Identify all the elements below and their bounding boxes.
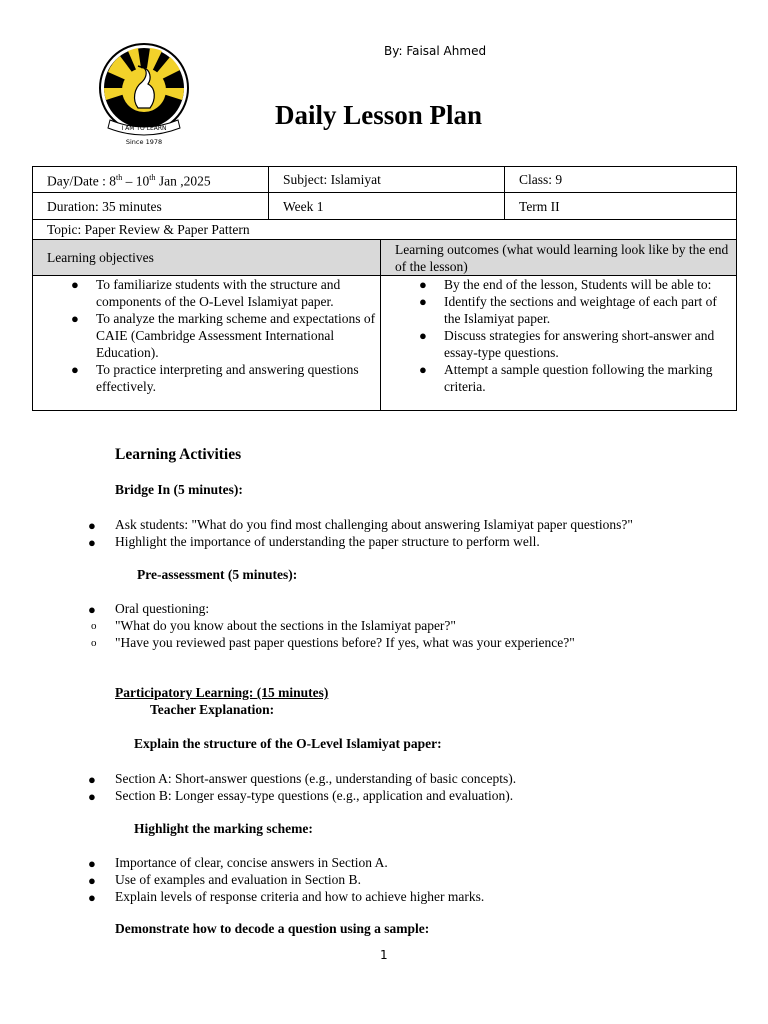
list-item: ● Use of examples and evaluation in Section B. <box>88 871 748 888</box>
list-item: ● Explain levels of response criteria and how to achieve higher marks. <box>88 888 748 905</box>
outcome-item: ● Identify the sections and weightage of each part of the Islamiyat paper. <box>381 293 736 327</box>
week-cell: Week 1 <box>269 193 505 220</box>
outcome-item: ● By the end of the lesson, Students will be able to: <box>381 276 736 293</box>
list-item: ● Section B: Longer essay-type questions (e.g., application and evaluation). <box>88 787 748 804</box>
author-line: By: Faisal Ahmed <box>384 44 487 58</box>
logo-since: Since 1978 <box>125 138 163 146</box>
list-item: ● Ask students: "What do you find most challenging about answering Islamiyat paper questions?" <box>88 516 748 533</box>
list-item: ● Highlight the importance of understanding the paper structure to perform well. <box>88 533 748 550</box>
duration-cell: Duration: 35 minutes <box>33 193 269 220</box>
outcomes-list-cell <box>381 276 737 411</box>
objective-item: ● To analyze the marking scheme and expectations of CAIE (Cambridge Assessment International Education). <box>33 310 380 361</box>
participatory-heading: Participatory Learning: (15 minutes) <box>115 685 329 700</box>
class-cell: Class: 9 <box>505 167 737 193</box>
objectives-list <box>33 276 380 395</box>
outcomes-list <box>381 276 736 395</box>
bridge-in-list <box>88 516 748 550</box>
teacher-explanation-heading: Teacher Explanation: <box>150 702 275 717</box>
list-item: o "What do you know about the sections in the Islamiyat paper?" <box>88 617 748 634</box>
subject-cell: Subject: Islamiyat <box>269 167 505 193</box>
pre-assessment-list <box>88 600 748 651</box>
list-item: ● Importance of clear, concise answers in Section A. <box>88 854 748 871</box>
learning-activities-heading: Learning Activities <box>115 446 242 463</box>
day-date-cell: Day/Date : 8th – 10th Jan ,2025 <box>33 167 269 193</box>
list-item: ● Oral questioning: <box>88 600 748 617</box>
lesson-plan-table <box>32 166 737 411</box>
structure-heading: Explain the structure of the O-Level Islamiyat paper: <box>134 736 442 751</box>
demonstrate-heading: Demonstrate how to decode a question using a sample: <box>115 921 430 936</box>
structure-list <box>88 770 748 804</box>
pre-assessment-heading: Pre-assessment (5 minutes): <box>137 567 298 582</box>
term-cell: Term II <box>505 193 737 220</box>
marking-scheme-list <box>88 854 748 905</box>
marking-scheme-heading: Highlight the marking scheme: <box>134 821 313 836</box>
bridge-in-heading: Bridge In (5 minutes): <box>115 482 243 497</box>
list-item: ● Section A: Short-answer questions (e.g., understanding of basic concepts). <box>88 770 748 787</box>
outcome-item: ● Attempt a sample question following the marking criteria. <box>381 361 736 395</box>
objective-item: ● To practice interpreting and answering questions effectively. <box>33 361 380 395</box>
page-title: Daily Lesson Plan <box>275 100 483 130</box>
school-logo <box>98 42 194 148</box>
page-number: 1 <box>380 948 388 962</box>
objectives-list-cell <box>33 276 381 411</box>
outcomes-header: Learning outcomes (what would learning look like by the end of the lesson) <box>381 240 737 276</box>
list-item: o "Have you reviewed past paper questions before? If yes, what was your experience?" <box>88 634 748 651</box>
objective-item: ● To familiarize students with the structure and components of the O-Level Islamiyat paper. <box>33 276 380 310</box>
topic-cell: Topic: Paper Review & Paper Pattern <box>33 220 737 240</box>
objectives-header: Learning objectives <box>33 240 381 276</box>
logo-motto: I AM TO LEARN <box>121 125 167 132</box>
outcome-item: ● Discuss strategies for answering short-answer and essay-type questions. <box>381 327 736 361</box>
